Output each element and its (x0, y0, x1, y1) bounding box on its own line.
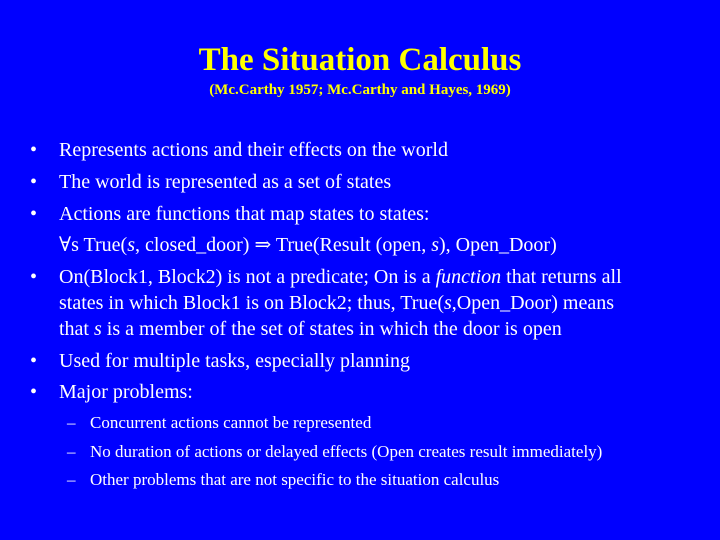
formula-part: ), Open_Door) (439, 234, 557, 256)
bullet-marker: • (30, 203, 38, 225)
bullet-marker: • (30, 139, 38, 161)
sub-bullet-marker: – (67, 413, 76, 432)
implies-symbol: ⇒ (254, 234, 272, 256)
bullet-text-line (59, 264, 622, 290)
forall-symbol: ∀ (59, 234, 72, 256)
emphasis: function (435, 266, 502, 288)
text-part: that (59, 318, 94, 340)
sub-bullet-marker: – (67, 442, 76, 461)
bullet-text: Used for multiple tasks, especially planning (59, 350, 411, 372)
emphasis: s (94, 318, 102, 340)
text-part: ,Open_Door) means (451, 292, 614, 314)
slide-subtitle: (Mc.Carthy 1957; Mc.Carthy and Hayes, 1969) (209, 82, 511, 98)
bullet-text: The world is represented as a set of states (59, 171, 392, 193)
text-part: states in which Block1 is on Block2; thus, True( (59, 292, 444, 314)
formula-variable: s (431, 234, 439, 256)
bullet-text: Represents actions and their effects on the world (59, 139, 448, 161)
text-part: On(Block1, Block2) is not a predicate; On is a (59, 266, 436, 288)
bullet-text-line (59, 316, 562, 342)
bullet-text: Actions are functions that map states to states: (59, 203, 430, 225)
bullet-marker: • (30, 350, 38, 372)
sub-bullet-marker: – (67, 470, 76, 489)
bullet-text-line (59, 290, 614, 316)
bullet-marker: • (30, 171, 38, 193)
formula-part: s True( (71, 234, 128, 256)
text-part: that returns all (501, 266, 622, 288)
formula-part: , closed_door) (135, 234, 255, 256)
formula-part: True(Result (open, (271, 234, 432, 256)
sub-bullet-text: Concurrent actions cannot be represented (90, 413, 372, 432)
bullet-marker: • (30, 266, 38, 288)
formula (59, 232, 557, 258)
text-part: is a member of the set of states in which the door is open (101, 318, 562, 340)
sub-bullet-text: Other problems that are not specific to the situation calculus (90, 470, 500, 489)
bullet-text: Major problems: (59, 381, 193, 403)
slide-title: The Situation Calculus (198, 42, 522, 78)
formula-variable: s (127, 234, 136, 256)
sub-bullet-text: No duration of actions or delayed effects (Open creates result immediately) (90, 442, 603, 461)
emphasis: s (444, 292, 452, 314)
bullet-marker: • (30, 381, 38, 403)
